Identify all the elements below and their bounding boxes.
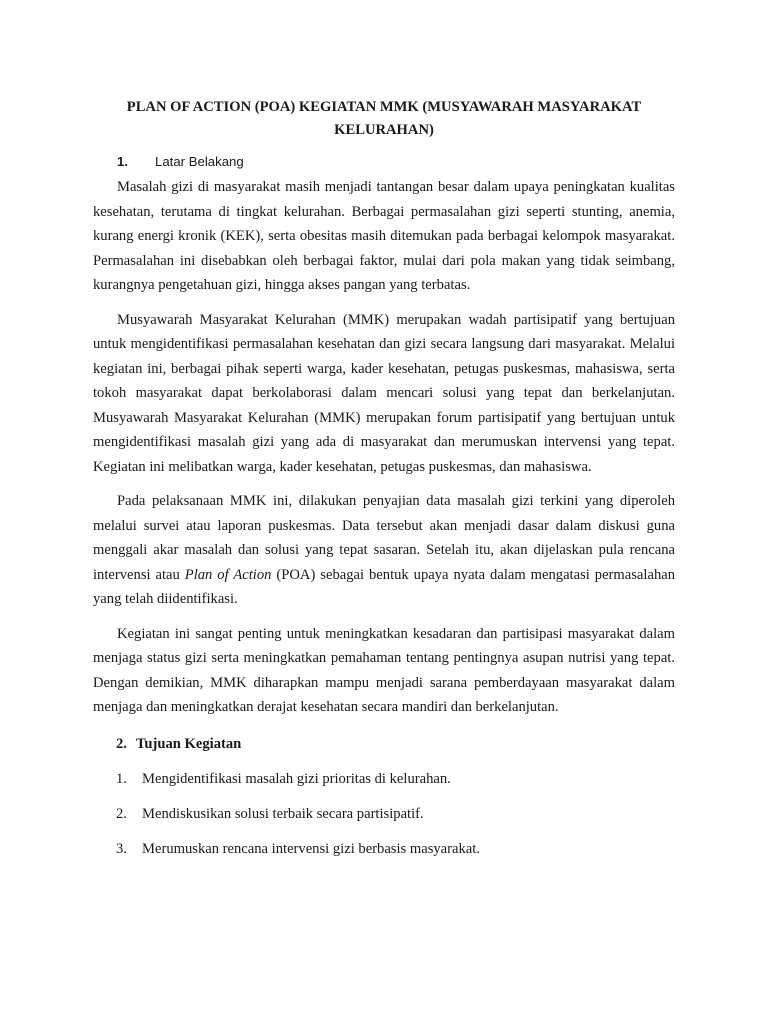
- section-heading-text: Tujuan Kegiatan: [136, 735, 242, 752]
- paragraph-3-text-after: (POA) sebagai bentuk upaya nyata dalam mengatasi permasalahan yang telah diidentifikasi.: [93, 566, 676, 607]
- section-heading-text: Latar Belakang: [155, 154, 244, 169]
- document-title: PLAN OF ACTION (POA) KEGIATAN MMK (MUSYAWARAH MASYARAKAT KELURAHAN): [126, 99, 642, 138]
- list-item-number: 3.: [116, 840, 127, 857]
- paragraph-3: [93, 489, 675, 612]
- section-number: 1.: [117, 154, 128, 169]
- section-heading-latar-belakang: [93, 151, 675, 173]
- paragraph-4: Kegiatan ini sangat penting untuk meningkatkan kesadaran dan partisipasi masyarakat dalam menjaga status gizi serta meningkatkan pemahaman tentang pentingnya asupan nutrisi yang tepat. Dengan demikian, MMK diharapkan mampu menjadi sarana pemberdayaan masyarakat dalam menjaga dan meningkatkan derajat kesehatan secara mandiri dan berkelanjutan.: [93, 625, 675, 715]
- paragraph-3-italic: Plan of Action: [184, 566, 272, 583]
- section-heading-tujuan-kegiatan: [93, 732, 675, 756]
- list-item-number: 1.: [116, 770, 127, 787]
- list-item-text: Merumuskan rencana intervensi gizi berbasis masyarakat.: [142, 840, 480, 857]
- list-item: [93, 802, 675, 826]
- paragraph-2: Musyawarah Masyarakat Kelurahan (MMK) merupakan wadah partisipatif yang bertujuan untuk mengidentifikasi permasalahan kesehatan dan gizi secara langsung dari masyarakat. Melalui kegiatan ini, berbagai pihak seperti warga, kader kesehatan, petugas puskesmas, mahasiswa, serta tokoh masyarakat dapat berkolaborasi dalam mencari solusi yang tepat dan berkelanjutan. Musyawarah Masyarakat Kelurahan (MMK) merupakan forum partisipatif yang bertujuan untuk mengidentifikasi masalah gizi yang ada di masyarakat dan merumuskan intervensi yang tepat. Kegiatan ini melibatkan warga, kader kesehatan, petugas puskesmas, dan mahasiswa.: [93, 311, 675, 475]
- list-item: [93, 767, 675, 791]
- document-page: [93, 96, 675, 861]
- paragraph-1: Masalah gizi di masyarakat masih menjadi tantangan besar dalam upaya peningkatan kualitas kesehatan, terutama di tingkat kelurahan. Berbagai permasalahan gizi seperti stunting, anemia, kurang energi kronik (KEK), serta obesitas masih ditemukan pada berbagai kelompok masyarakat. Permasalahan ini disebabkan oleh berbagai faktor, mulai dari pola makan yang tidak seimbang, kurangnya pengetahuan gizi, hingga akses pangan yang terbatas.: [93, 179, 675, 293]
- list-item-text: Mengidentifikasi masalah gizi prioritas di kelurahan.: [142, 770, 451, 787]
- paragraph-3-text-before: Pada pelaksanaan MMK ini, dilakukan penyajian data masalah gizi terkini yang diperoleh melalui survei atau laporan puskesmas. Data tersebut akan menjadi dasar dalam diskusi guna menggali akar masalah dan solusi yang tepat sasaran. Setelah itu, akan dijelaskan pula rencana intervensi atau: [93, 493, 675, 583]
- section-number: 2.: [116, 735, 127, 752]
- list-item-text: Mendiskusikan solusi terbaik secara partisipatif.: [142, 805, 424, 822]
- list-item-number: 2.: [116, 805, 127, 822]
- list-item: [93, 837, 675, 861]
